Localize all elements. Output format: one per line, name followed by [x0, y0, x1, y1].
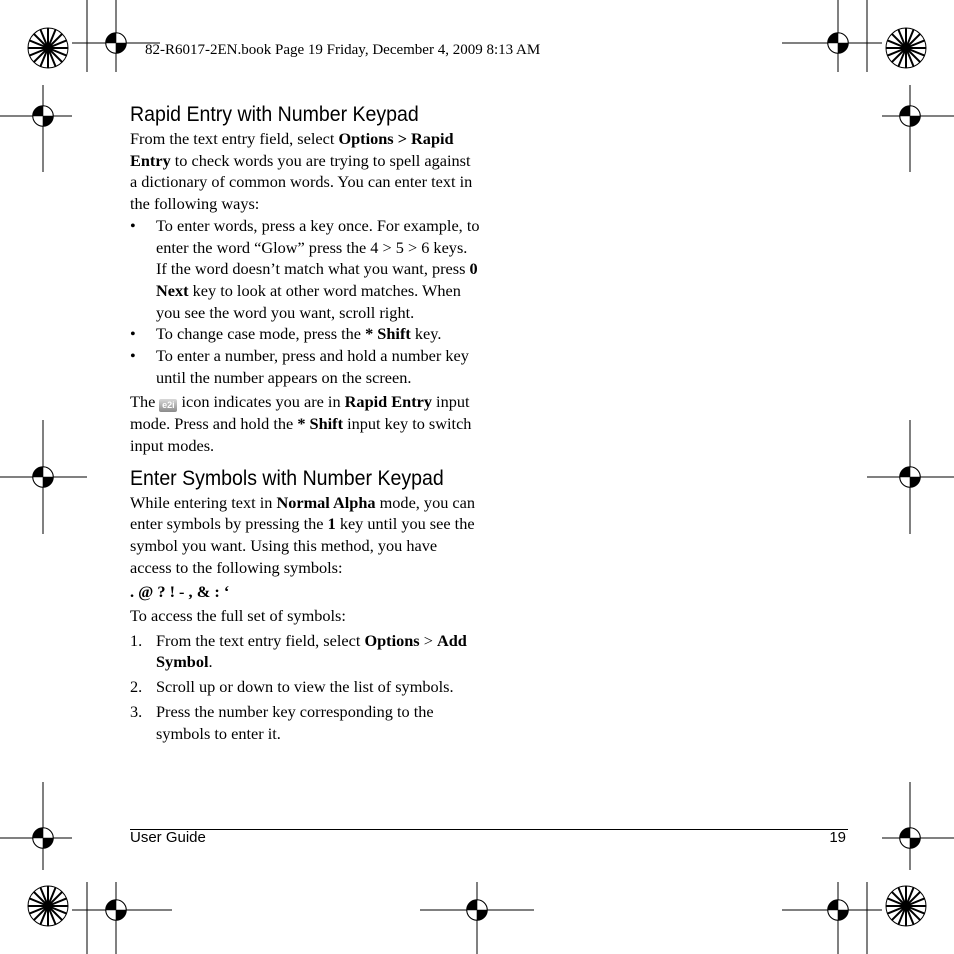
registration-mark: [828, 900, 848, 920]
page-content: [130, 102, 480, 744]
registration-mark: [828, 33, 848, 53]
bullet-marker: •: [130, 324, 136, 344]
print-slug: 82-R6017-2EN.book Page 19 Friday, December 4, 2009 8:13 AM: [145, 42, 541, 58]
registration-mark: [467, 900, 487, 920]
page-number: 19: [829, 829, 846, 846]
step-number: 1.: [130, 630, 143, 650]
registration-mark: [33, 106, 53, 126]
symbol-list: . @ ? ! - , & : ‘: [130, 582, 230, 602]
star-target-bottom-left: [28, 886, 68, 926]
rapid-entry-icon-note: The e2i icon indicates you are in Rapid Entry input mode. Press and hold the * Shift input key to switch input modes.: [130, 392, 472, 455]
step-item: 1. From the text entry field, select Options > Add Symbol.: [130, 630, 467, 672]
e2i-icon: e2i: [159, 399, 177, 412]
footer-title: User Guide: [130, 829, 206, 846]
registration-mark: [106, 900, 126, 920]
step-item: 2. Scroll up or down to view the list of symbols.: [130, 677, 454, 697]
registration-mark: [33, 828, 53, 848]
rapid-entry-intro: From the text entry field, select Options > Rapid Entry to check words you are trying to spell against a dictionary of common words. You can enter text in the following ways:: [130, 129, 473, 214]
footer-rule: [130, 829, 848, 830]
bullet-item: • To change case mode, press the * Shift key.: [130, 324, 442, 344]
registration-mark: [33, 467, 53, 487]
section-heading-symbols: Enter Symbols with Number Keypad: [130, 466, 444, 490]
step-number: 3.: [130, 701, 143, 721]
registration-mark: [900, 467, 920, 487]
full-set-intro: To access the full set of symbols:: [130, 606, 346, 626]
symbols-intro: While entering text in Normal Alpha mode, you can enter symbols by pressing the 1 key until you see the symbol you want. Using this method, you have access to the following symbols:: [130, 492, 476, 577]
star-target-top-right: [886, 28, 926, 68]
star-target-bottom-right: [886, 886, 926, 926]
registration-mark: [900, 106, 920, 126]
step-item: 3. Press the number key corresponding to the symbols to enter it.: [130, 701, 434, 743]
registration-mark: [900, 828, 920, 848]
bullet-item: • To enter a number, press and hold a number key until the number appears on the screen.: [130, 346, 469, 387]
star-target-top-left: [28, 28, 68, 68]
bullet-marker: •: [130, 215, 136, 235]
bullet-item: • To enter words, press a key once. For example, to enter the word “Glow” press the 4 > 5 > 6 keys. If the word doesn’t match what you want, press 0 Next key to look at other word matches. When you see the word you want, scroll right.: [130, 215, 480, 322]
bullet-marker: •: [130, 346, 136, 366]
step-number: 2.: [130, 677, 143, 697]
registration-mark: [106, 33, 126, 53]
section-heading-rapid-entry: Rapid Entry with Number Keypad: [130, 103, 419, 126]
